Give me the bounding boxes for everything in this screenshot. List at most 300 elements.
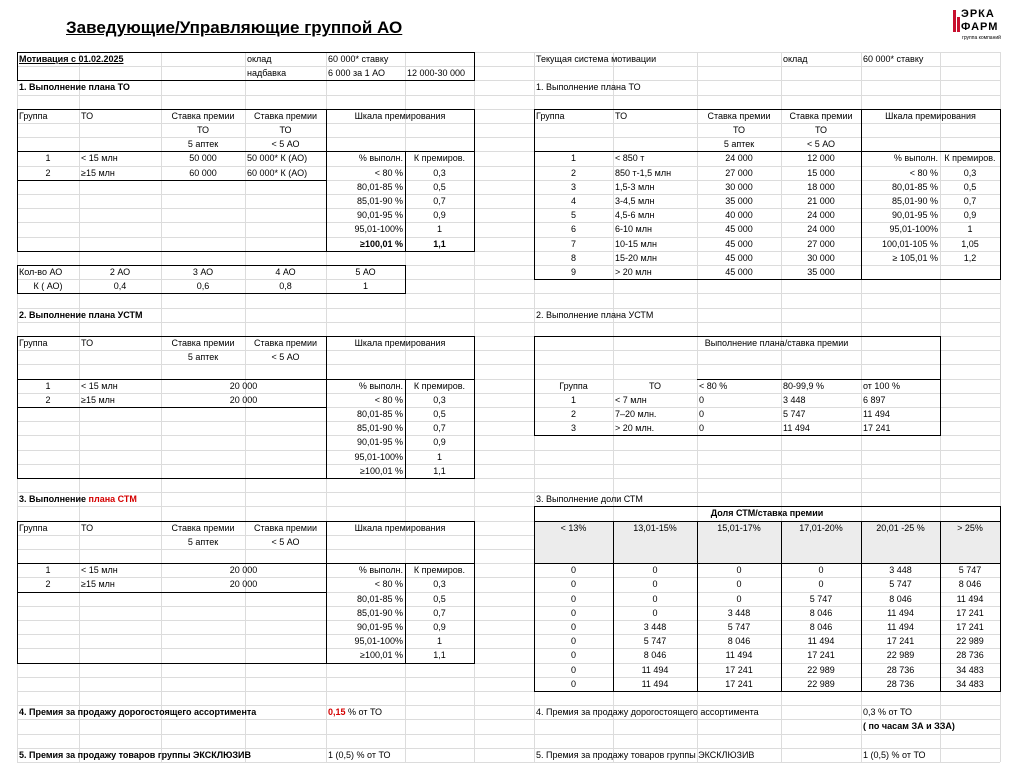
ao-count-label: Кол-во АО — [19, 267, 63, 277]
group-number: 3 — [570, 182, 576, 192]
matrix-value: 3 448 — [889, 565, 912, 575]
scale-coefficient: 0,7 — [433, 423, 446, 433]
ao-k-value: 0,6 — [196, 281, 210, 291]
rate-value: 20 000 — [229, 381, 258, 391]
to-range: < 15 млн — [81, 565, 118, 575]
scale-percent: < 80 % — [374, 579, 403, 589]
section-title: 5. Премия за продажу товаров группы ЭКСКЛЮЗИВ — [536, 750, 755, 760]
table-border — [940, 336, 941, 436]
table-border — [474, 336, 475, 479]
group-number: 7 — [570, 239, 576, 249]
table-border — [405, 265, 406, 294]
column-header: < 13% — [560, 523, 587, 533]
matrix-value: 0 — [818, 565, 824, 575]
group-number: 2 — [570, 409, 576, 419]
matrix-value: 22 989 — [886, 650, 915, 660]
column-header: ТО — [81, 338, 94, 348]
column-header: ТО — [814, 125, 828, 135]
scale-percent: % выполн. — [893, 153, 938, 163]
premium-value: 0,3 % от ТО — [863, 707, 913, 717]
group-number: 1 — [45, 153, 51, 163]
section-title: 4. Премия за продажу дорогостоящего ассортимента — [536, 707, 759, 717]
scale-percent: 80,01-85 % — [891, 182, 938, 192]
motivation-label: Мотивация с 01.02.2025 — [19, 54, 124, 64]
matrix-value: 0 — [570, 608, 576, 618]
group-number: 1 — [570, 395, 576, 405]
to-range: > 20 млн — [615, 267, 652, 277]
matrix-value: 5 747 — [958, 565, 982, 575]
column-header: Шкала премирования — [354, 338, 446, 348]
column-header: Шкала премирования — [885, 111, 976, 121]
table-border — [17, 663, 474, 664]
grid-line — [17, 95, 1000, 96]
scale-coefficient — [940, 266, 1000, 280]
column-header: 13,01-15% — [633, 523, 677, 533]
grid-line — [17, 464, 1000, 465]
scale-percent: 95,01-100% — [354, 452, 403, 462]
column-header: < 5 АО — [806, 139, 836, 149]
column-header: 5 аптек — [187, 537, 219, 547]
column-header: % выполн. — [358, 565, 403, 575]
ao-count-value: 4 АО — [275, 267, 296, 277]
matrix-value: 34 483 — [956, 665, 984, 675]
matrix-value: 11 494 — [807, 636, 835, 646]
to-range: < 850 т — [615, 153, 645, 163]
matrix-value: 3 448 — [643, 622, 667, 632]
scale-coefficient: 0,3 — [433, 579, 446, 589]
matrix-value: 5 747 — [783, 409, 806, 419]
rate-value: 45 000 — [725, 267, 753, 277]
column-header: % выполн. — [358, 153, 403, 163]
ao-k-value: 0,4 — [113, 281, 127, 291]
column-header: Группа — [19, 338, 48, 348]
matrix-value: 11 494 — [956, 594, 984, 604]
matrix-value: 22 989 — [807, 679, 835, 689]
to-range: 850 т-1,5 млн — [615, 168, 672, 178]
table-border — [534, 521, 1000, 522]
matrix-value: 8 046 — [958, 579, 982, 589]
table-border — [534, 691, 1000, 692]
column-header: 5 аптек — [187, 139, 219, 149]
scale-percent: 85,01-90 % — [356, 423, 403, 433]
table-border — [534, 336, 535, 436]
scale-percent — [861, 266, 940, 280]
to-range: > 20 млн. — [615, 423, 655, 433]
ao-count-value: 2 АО — [109, 267, 131, 277]
matrix-value: 11 494 — [783, 423, 810, 433]
matrix-value: 0 — [570, 622, 576, 632]
matrix-value: 0 — [699, 409, 705, 419]
rate-value: 35 000 — [725, 196, 753, 206]
rate-value: 24 000 — [807, 224, 835, 234]
section-title — [17, 493, 326, 507]
matrix-value: 17 241 — [956, 608, 984, 618]
column-header: < 5 АО — [271, 352, 300, 362]
rate-value: 45 000 — [725, 253, 753, 263]
table-border — [405, 379, 406, 478]
to-range: 4,5-6 млн — [615, 210, 655, 220]
rate-value: 45 000 — [725, 224, 753, 234]
table-border — [534, 279, 1000, 280]
premium-rate: 0,15 — [328, 707, 346, 717]
column-header: К премиров. — [413, 565, 466, 575]
table-border — [474, 521, 475, 664]
matrix-value: 28 736 — [886, 665, 915, 675]
scale-percent: 90,01-95 % — [356, 437, 403, 447]
rate-value: 45 000 — [725, 239, 753, 249]
scale-coefficient: 0,3 — [433, 168, 446, 178]
to-range: ≥15 млн — [81, 168, 115, 178]
matrix-value: 28 736 — [886, 679, 915, 689]
to-range: 10-15 млн — [615, 239, 657, 249]
logo-text-line3: группа компаний — [962, 35, 1001, 41]
group-number: 4 — [570, 196, 576, 206]
section-title: 5. Премия за продажу товаров группы ЭКСКЛЮЗИВ — [19, 750, 251, 760]
scale-coefficient: 0,5 — [433, 182, 446, 192]
matrix-header: Выполнение плана/ставка премии — [704, 338, 849, 348]
scale-coefficient: 0,5 — [963, 182, 977, 192]
column-header: < 5 АО — [271, 139, 300, 149]
to-range: < 15 млн — [81, 153, 118, 163]
matrix-value: 8 046 — [809, 622, 833, 632]
table-border — [534, 435, 940, 436]
matrix-value: 17 241 — [886, 636, 915, 646]
ao-count-value: 3 АО — [192, 267, 214, 277]
column-header: 17,01-20% — [799, 523, 843, 533]
rate-value: 18 000 — [807, 182, 835, 192]
table-border — [534, 109, 1000, 110]
table-border — [861, 521, 862, 691]
scale-coefficient: 0,7 — [433, 196, 446, 206]
table-border — [17, 52, 474, 53]
scale-percent: ≥ 105,01 % — [892, 253, 938, 263]
rate-value: 21 000 — [807, 196, 835, 206]
table-border — [17, 52, 18, 81]
matrix-value: 8 046 — [889, 594, 912, 604]
section-title-highlight: плана СТМ — [88, 494, 137, 504]
rate-value: 50 000* К (АО) — [247, 153, 308, 163]
matrix-value: 5 747 — [889, 579, 912, 589]
current-salary-label: оклад — [783, 54, 808, 64]
column-header: 20,01 -25 % — [876, 523, 925, 533]
rate-value: 30 000 — [725, 182, 753, 192]
table-border — [940, 521, 941, 691]
to-range: < 7 млн — [615, 395, 647, 405]
table-border — [326, 336, 327, 478]
matrix-value: 11 494 — [887, 608, 914, 618]
column-header: Ставка премии — [707, 111, 771, 121]
matrix-value: 0 — [818, 579, 824, 589]
group-number: 8 — [570, 253, 576, 263]
scale-percent: 100,01-105 % — [881, 239, 938, 249]
table-border — [534, 506, 535, 692]
scale-coefficient: 1 — [967, 224, 973, 234]
table-border — [326, 521, 327, 663]
scale-percent: < 80 % — [374, 395, 403, 405]
scale-percent: 90,01-95 % — [891, 210, 938, 220]
column-header: % выполн. — [358, 381, 403, 391]
matrix-value: 0 — [570, 650, 576, 660]
rate-value: 20 000 — [229, 579, 258, 589]
group-number: 1 — [45, 565, 51, 575]
matrix-value: 22 989 — [956, 636, 984, 646]
section-title: 3. Выполнение доли СТМ — [536, 494, 643, 504]
scale-coefficient: 0,3 — [963, 168, 977, 178]
table-border — [17, 251, 474, 252]
salary-label: оклад — [247, 54, 272, 64]
matrix-header: Доля СТМ/ставка премии — [710, 508, 824, 518]
group-number: 1 — [570, 153, 576, 163]
table-border — [1000, 506, 1001, 692]
ao-k-label: К ( АО) — [33, 281, 63, 291]
matrix-value: 5 747 — [727, 622, 751, 632]
column-header: 80-99,9 % — [783, 381, 825, 391]
table-border — [781, 521, 782, 691]
group-number: 5 — [570, 210, 576, 220]
matrix-value: 6 897 — [863, 395, 886, 405]
premium-value — [326, 706, 474, 720]
column-header: ТО — [196, 125, 210, 135]
matrix-value: 8 046 — [809, 608, 833, 618]
scale-percent: 90,01-95 % — [356, 622, 403, 632]
rate-value: 15 000 — [807, 168, 835, 178]
table-border — [17, 592, 326, 593]
matrix-value: 22 989 — [807, 665, 835, 675]
matrix-value: 11 494 — [887, 622, 914, 632]
matrix-value: 17 241 — [807, 650, 835, 660]
table-border — [17, 265, 18, 294]
matrix-value: 0 — [736, 594, 742, 604]
scale-coefficient: 0,7 — [963, 196, 977, 206]
column-header: Группа — [19, 111, 48, 121]
column-header: ТО — [732, 125, 746, 135]
premium-value: 1 (0,5) % от ТО — [328, 750, 391, 760]
group-number: 6 — [570, 224, 576, 234]
column-header: Ставка премии — [253, 111, 318, 121]
table-border — [613, 521, 614, 691]
scale-coefficient: 1,05 — [961, 239, 979, 249]
table-border — [17, 293, 405, 294]
section-title: 1. Выполнение плана ТО — [536, 82, 641, 92]
column-header: от 100 % — [863, 381, 900, 391]
column-header: ТО — [648, 381, 662, 391]
column-header: Группа — [559, 381, 588, 391]
table-border — [17, 336, 474, 337]
rate-value: 27 000 — [807, 239, 835, 249]
matrix-value: 11 494 — [641, 665, 669, 675]
column-header: ТО — [81, 523, 94, 533]
rate-value: 60 000* К (АО) — [247, 168, 308, 178]
rate-value: 30 000 — [807, 253, 835, 263]
column-header: Ставка премии — [253, 338, 318, 348]
table-border — [17, 478, 474, 479]
group-number: 9 — [570, 267, 576, 277]
rate-value: 27 000 — [725, 168, 753, 178]
scale-coefficient: 1,1 — [433, 239, 446, 249]
scale-percent: 80,01-85 % — [356, 182, 403, 192]
scale-coefficient: 0,5 — [433, 594, 446, 604]
column-header: Группа — [19, 523, 48, 533]
table-border — [697, 379, 940, 380]
scale-percent: ≥100,01 % — [360, 466, 403, 476]
scale-coefficient: 0,9 — [433, 622, 446, 632]
table-border — [17, 407, 326, 408]
matrix-value: 34 483 — [956, 679, 984, 689]
scale-coefficient: 1 — [436, 224, 442, 234]
grid-line — [17, 734, 1000, 735]
grid-line — [17, 450, 1000, 451]
group-number: 2 — [45, 168, 51, 178]
table-border — [534, 336, 940, 337]
table-border — [861, 109, 862, 279]
scale-percent: 80,01-85 % — [356, 409, 403, 419]
matrix-value: 0 — [570, 579, 576, 589]
matrix-value: 5 747 — [809, 594, 833, 604]
table-border — [697, 521, 698, 691]
section-title: 2. Выполнение плана УСТМ — [536, 310, 654, 320]
bonus-value: 6 000 за 1 АО — [328, 68, 385, 78]
column-header: Группа — [536, 111, 565, 121]
matrix-value: 5 747 — [643, 636, 667, 646]
scale-coefficient: 0,5 — [433, 409, 446, 419]
table-border — [405, 151, 406, 251]
ao-k-value: 1 — [362, 281, 368, 291]
scale-percent: 90,01-95 % — [356, 210, 403, 220]
rate-value: 24 000 — [725, 153, 753, 163]
scale-percent: 85,01-90 % — [356, 196, 403, 206]
matrix-value: 0 — [699, 395, 705, 405]
table-border — [405, 563, 406, 663]
matrix-value: 0 — [570, 594, 576, 604]
matrix-value: 0 — [570, 679, 576, 689]
group-number: 2 — [570, 168, 576, 178]
current-salary-value: 60 000* ставку — [863, 54, 924, 64]
column-header: 5 аптек — [187, 352, 219, 362]
column-header: Ставка премии — [171, 338, 235, 348]
column-header: Ставка премии — [253, 523, 318, 533]
to-range: 15-20 млн — [615, 253, 657, 263]
scale-percent: ≥100,01 % — [360, 239, 403, 249]
to-range: < 15 млн — [81, 381, 118, 391]
group-number: 3 — [570, 423, 576, 433]
column-header: Ставка премии — [171, 111, 235, 121]
section-title-prefix: 3. Выполнение — [19, 494, 89, 504]
rate-value: 20 000 — [229, 565, 258, 575]
table-border — [474, 109, 475, 252]
table-border — [1000, 109, 1001, 280]
matrix-value: 17 241 — [725, 665, 753, 675]
section-title: 2. Выполнение плана УСТМ — [19, 310, 143, 320]
section-title: 1. Выполнение плана ТО — [19, 82, 130, 92]
ao-k-value: 0,8 — [279, 281, 292, 291]
scale-percent: 80,01-85 % — [356, 594, 403, 604]
bonus-range: 12 000-30 000 — [407, 68, 466, 78]
rate-value: 20 000 — [229, 395, 258, 405]
matrix-value: 28 736 — [956, 650, 984, 660]
premium-unit: % от ТО — [345, 707, 383, 717]
to-range: ≥15 млн — [81, 395, 115, 405]
matrix-value: 0 — [652, 579, 658, 589]
rate-value: 35 000 — [807, 267, 835, 277]
section-title: 4. Премия за продажу дорогостоящего ассортимента — [19, 707, 257, 717]
group-number: 2 — [45, 579, 51, 589]
column-header: 15,01-17% — [717, 523, 761, 533]
logo-text-line2: ФАРМ — [961, 21, 999, 33]
scale-percent: 95,01-100% — [889, 224, 938, 234]
table-border — [17, 521, 474, 522]
scale-percent: 85,01-90 % — [891, 196, 938, 206]
scale-coefficient: К премиров. — [944, 153, 996, 163]
matrix-value: 0 — [570, 565, 576, 575]
scale-percent: < 80 % — [374, 168, 403, 178]
scale-percent: ≥100,01 % — [360, 650, 403, 660]
column-header: К премиров. — [413, 381, 466, 391]
column-header: Шкала премирования — [354, 523, 446, 533]
matrix-value: 0 — [570, 665, 576, 675]
column-header: Шкала премирования — [354, 111, 446, 121]
matrix-value: 0 — [652, 594, 658, 604]
column-header: > 25% — [957, 523, 983, 533]
scale-percent: 85,01-90 % — [356, 608, 403, 618]
column-header: < 5 АО — [271, 537, 300, 547]
to-range: 1,5-3 млн — [615, 182, 655, 192]
column-header: ТО — [615, 111, 628, 121]
scale-coefficient: 0,3 — [433, 395, 446, 405]
scale-coefficient: 0,9 — [433, 210, 446, 220]
premium-value: 1 (0,5) % от ТО — [863, 750, 926, 760]
to-range: 6-10 млн — [615, 224, 652, 234]
matrix-value: 11 494 — [725, 650, 753, 660]
column-header: К премиров. — [413, 153, 466, 163]
group-number: 2 — [45, 395, 51, 405]
table-border — [534, 151, 1000, 152]
matrix-value: 0 — [570, 636, 576, 646]
rate-value: 60 000 — [189, 168, 217, 178]
scale-coefficient: 1,1 — [433, 650, 446, 660]
column-header: Ставка премии — [171, 523, 235, 533]
bonus-label: надбавка — [247, 68, 287, 78]
ao-count-value: 5 АО — [355, 267, 376, 277]
scale-percent: 95,01-100% — [354, 636, 403, 646]
salary-value: 60 000* ставку — [328, 54, 389, 64]
matrix-value: 17 241 — [863, 423, 891, 433]
to-range: 3-4,5 млн — [615, 196, 655, 206]
matrix-value: 17 241 — [725, 679, 753, 689]
matrix-value: 0 — [736, 565, 742, 575]
column-header: ТО — [279, 125, 292, 135]
table-border — [474, 52, 475, 81]
group-number: 1 — [45, 381, 51, 391]
scale-coefficient: 1,2 — [963, 253, 977, 263]
page-title: Заведующие/Управляющие группой АО — [66, 18, 403, 37]
table-border — [534, 506, 1000, 507]
table-border — [17, 109, 474, 110]
scale-coefficient: 0,9 — [963, 210, 977, 220]
to-range: 7–20 млн. — [615, 409, 657, 419]
rate-value: 24 000 — [807, 210, 835, 220]
table-border — [17, 265, 405, 266]
scale-coefficient: 0,9 — [433, 437, 446, 447]
matrix-value: 11 494 — [641, 679, 669, 689]
premium-note: ( по часам ЗА и ЗЗА) — [863, 721, 955, 731]
to-range: ≥15 млн — [81, 579, 115, 589]
table-border — [534, 563, 1000, 564]
column-header: < 80 % — [699, 381, 728, 391]
table-border — [326, 109, 327, 251]
rate-value: 40 000 — [725, 210, 753, 220]
scale-coefficient: 0,7 — [433, 608, 446, 618]
scale-percent: 95,01-100% — [354, 224, 403, 234]
